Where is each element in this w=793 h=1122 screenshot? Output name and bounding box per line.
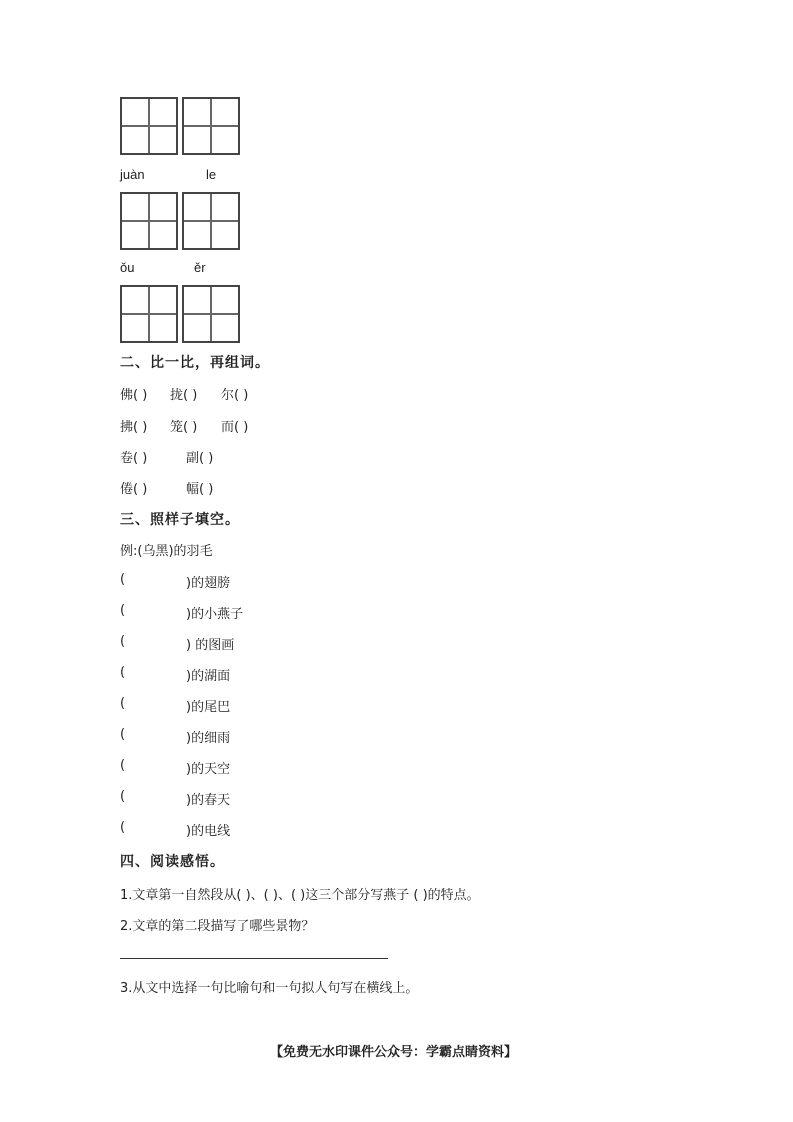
fill-item-text: ) 的图画 [186, 638, 235, 653]
pinyin-ou: ǒu [120, 260, 135, 275]
pinyin-le: le [206, 167, 217, 182]
compare-word: 拢( ) [170, 388, 198, 403]
blank-open-paren: ( [120, 696, 126, 711]
answer-line[interactable] [120, 958, 388, 959]
fill-item-text: )的春天 [186, 793, 231, 808]
compare-word: 佛( ) [120, 388, 148, 403]
example-line: 例:(乌黑)的羽毛 [120, 544, 213, 559]
blank-open-paren: ( [120, 634, 126, 649]
fill-item-text: )的小燕子 [186, 607, 244, 622]
compare-word: 而( ) [221, 420, 249, 435]
blank-open-paren: ( [120, 603, 126, 618]
compare-word: 幅( ) [186, 482, 214, 497]
blank-open-paren: ( [120, 572, 126, 587]
section-4-heading: 四、阅读感悟。 [120, 854, 225, 870]
tianzige-row-2 [120, 192, 240, 250]
fill-item-text: )的尾巴 [186, 700, 231, 715]
tianzige-box[interactable] [120, 192, 178, 250]
tianzige-box[interactable] [120, 285, 178, 343]
question-2: 2.文章的第二段描写了哪些景物？ [120, 919, 315, 934]
fill-item-text: )的电线 [186, 824, 231, 839]
fill-blank[interactable] [128, 696, 184, 714]
tianzige-box[interactable] [182, 285, 240, 343]
footer-note: 【免费无水印课件公众号：学霸点睛资料】 [270, 1045, 518, 1060]
compare-word: 副( ) [186, 451, 214, 466]
compare-word: 倦( ) [120, 482, 148, 497]
fill-item-text: )的细雨 [186, 731, 231, 746]
fill-blank[interactable] [128, 789, 184, 807]
compare-word: 笼( ) [170, 420, 198, 435]
fill-blank[interactable] [128, 634, 184, 652]
fill-blank[interactable] [128, 572, 184, 590]
question-3: 3.从文中选择一句比喻句和一句拟人句写在横线上。 [120, 981, 419, 996]
question-1: 1.文章第一自然段从( )、( )、( )这三个部分写燕子 ( )的特点。 [120, 888, 480, 903]
fill-blank[interactable] [128, 665, 184, 683]
fill-blank[interactable] [128, 758, 184, 776]
fill-blank[interactable] [128, 603, 184, 621]
blank-open-paren: ( [120, 727, 126, 742]
blank-open-paren: ( [120, 758, 126, 773]
tianzige-box[interactable] [120, 97, 178, 155]
blank-open-paren: ( [120, 820, 126, 835]
fill-item-text: )的湖面 [186, 669, 231, 684]
section-3-heading: 三、照样子填空。 [120, 512, 240, 528]
fill-blank[interactable] [128, 820, 184, 838]
pinyin-juan: juàn [120, 167, 145, 182]
tianzige-row-3 [120, 285, 240, 343]
fill-item-text: )的翅膀 [186, 576, 231, 591]
tianzige-row-1 [120, 97, 240, 155]
compare-word: 尔( ) [221, 388, 249, 403]
blank-open-paren: ( [120, 665, 126, 680]
fill-blank[interactable] [128, 727, 184, 745]
tianzige-box[interactable] [182, 192, 240, 250]
compare-word: 卷( ) [120, 451, 148, 466]
compare-word: 拂( ) [120, 420, 148, 435]
pinyin-er: ěr [194, 260, 206, 275]
section-2-heading: 二、比一比，再组词。 [120, 355, 270, 371]
blank-open-paren: ( [120, 789, 126, 804]
tianzige-box[interactable] [182, 97, 240, 155]
fill-item-text: )的天空 [186, 762, 231, 777]
